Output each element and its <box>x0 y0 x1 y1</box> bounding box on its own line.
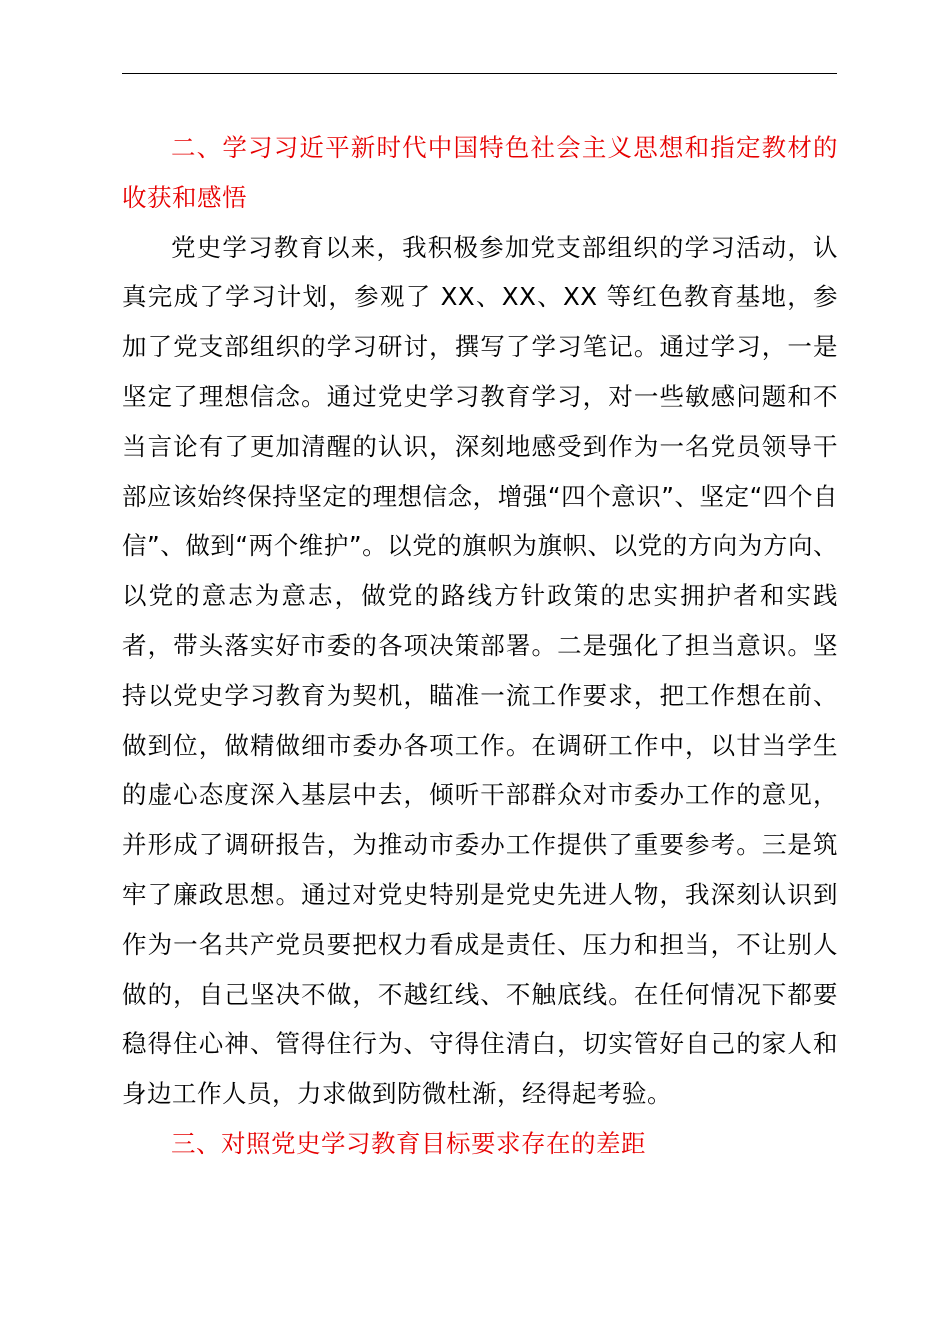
section-two-paragraph: 党史学习教育以来，我积极参加党支部组织的学习活动，认真完成了学习计划，参观了 XX、XX、XX 等红色教育基地，参加了党支部组织的学习研讨，撰写了学习笔记。通过学习，一是坚定了理想信念。通过党史学习教育学习，对一些敏感问题和不当言论有了更加清醒的认识，深刻地感受到作为一名党员领导干部应该始终保持坚定的理想信念，增强“四个意识”、坚定“四个自信”、做到“两个维护”。以党的旗帜为旗帜、以党的方向为方向、以党的意志为意志，做党的路线方针政策的忠实拥护者和实践者，带头落实好市委的各项决策部署。二是强化了担当意识。坚持以党史学习教育为契机，瞄准一流工作要求，把工作想在前、做到位，做精做细市委办各项工作。在调研工作中，以甘当学生的虚心态度深入基层中去，倾听干部群众对市委办工作的意见，并形成了调研报告，为推动市委办工作提供了重要参考。三是筑牢了廉政思想。通过对党史特别是党史先进人物，我深刻认识到作为一名共产党员要把权力看成是责任、压力和担当，不让别人做的，自己坚决不做，不越红线、不触底线。在任何情况下都要稳得住心神、管得住行为、守得住清白，切实管好自己的家人和身边工作人员，力求做到防微杜渐，经得起考验。 <box>122 232 838 1109</box>
section-two-heading: 二、学习习近平新时代中国特色社会主义思想和指定教材的收获和感悟 <box>122 133 838 212</box>
document-body <box>122 123 838 1169</box>
header-rule <box>122 73 837 74</box>
section-three-heading: 三、对照党史学习教育目标要求存在的差距 <box>171 1128 646 1158</box>
